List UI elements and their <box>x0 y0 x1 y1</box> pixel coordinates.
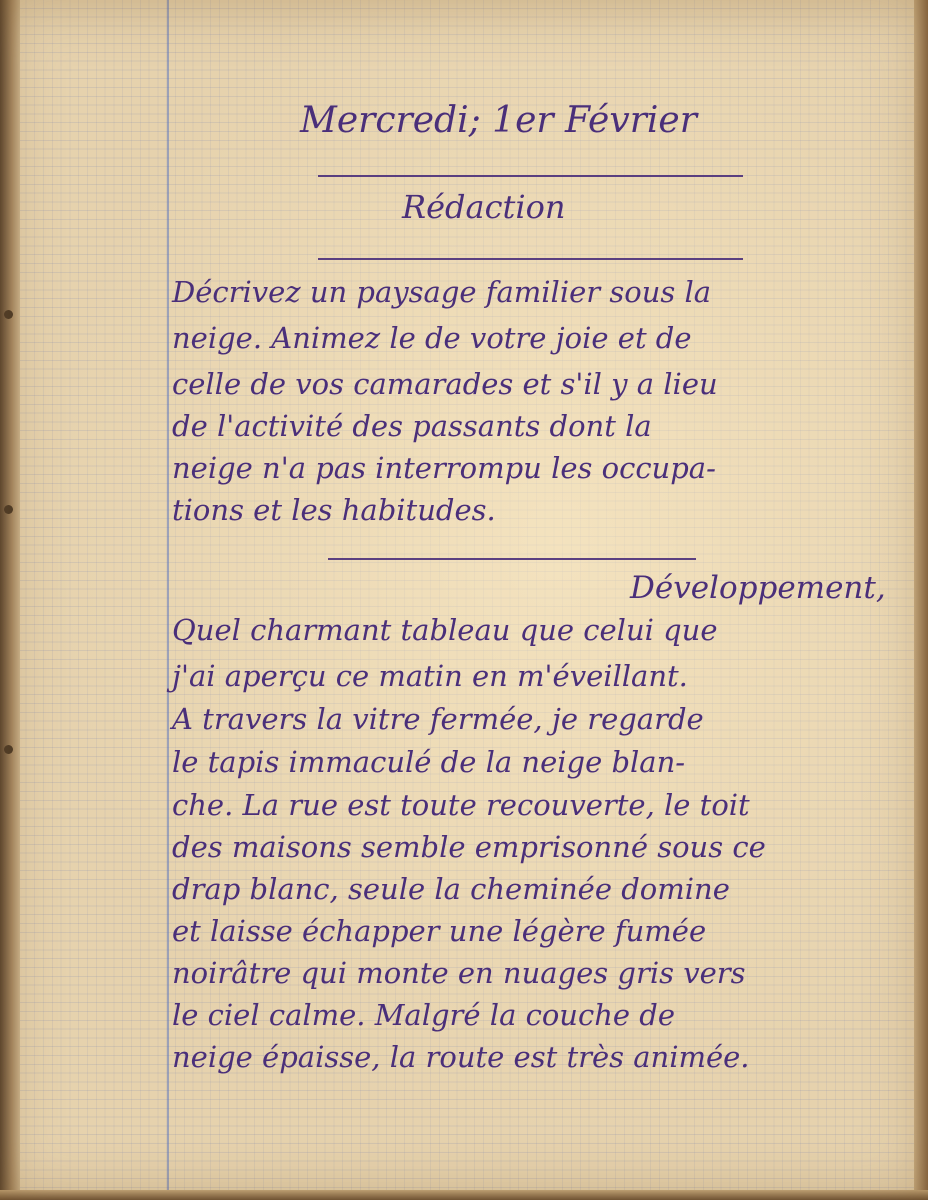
prompt-line: Décrivez un paysage familier sous la <box>172 275 712 309</box>
development-line: le tapis immaculé de la neige blan- <box>172 745 686 779</box>
prompt-line: celle de vos camarades et s'il y a lieu <box>172 367 718 401</box>
margin-line <box>167 0 169 1200</box>
header-divider <box>318 175 743 177</box>
development-line: des maisons semble emprisonné sous ce <box>172 830 766 864</box>
prompt-line: de l'activité des passants dont la <box>172 409 652 443</box>
page-edge-right <box>914 0 928 1200</box>
page-edge-bottom <box>0 1190 928 1200</box>
prompt-line: tions et les habitudes. <box>172 493 496 527</box>
development-line: Quel charmant tableau que celui que <box>172 613 718 647</box>
development-line: A travers la vitre fermée, je regarde <box>172 702 704 736</box>
prompt-line: neige. Animez le de votre joie et de <box>172 321 692 355</box>
subject-heading: Rédaction <box>402 188 566 226</box>
notebook-spine <box>0 0 20 1200</box>
development-heading: Développement, <box>630 570 886 606</box>
binding-hole <box>4 310 13 319</box>
date-heading: Mercredi; 1er Février <box>300 100 697 141</box>
development-line: et laisse échapper une légère fumée <box>172 914 707 948</box>
prompt-divider <box>328 558 696 560</box>
binding-hole <box>4 745 13 754</box>
development-line: le ciel calme. Malgré la couche de <box>172 998 675 1032</box>
prompt-line: neige n'a pas interrompu les occupa- <box>172 451 716 485</box>
development-line: j'ai aperçu ce matin en m'éveillant. <box>172 659 688 693</box>
subject-divider <box>318 258 743 260</box>
development-line: noirâtre qui monte en nuages gris vers <box>172 956 746 990</box>
development-line: neige épaisse, la route est très animée. <box>172 1040 750 1074</box>
binding-hole <box>4 505 13 514</box>
development-line: drap blanc, seule la cheminée domine <box>172 872 730 906</box>
development-line: che. La rue est toute recouverte, le toit <box>172 788 750 822</box>
